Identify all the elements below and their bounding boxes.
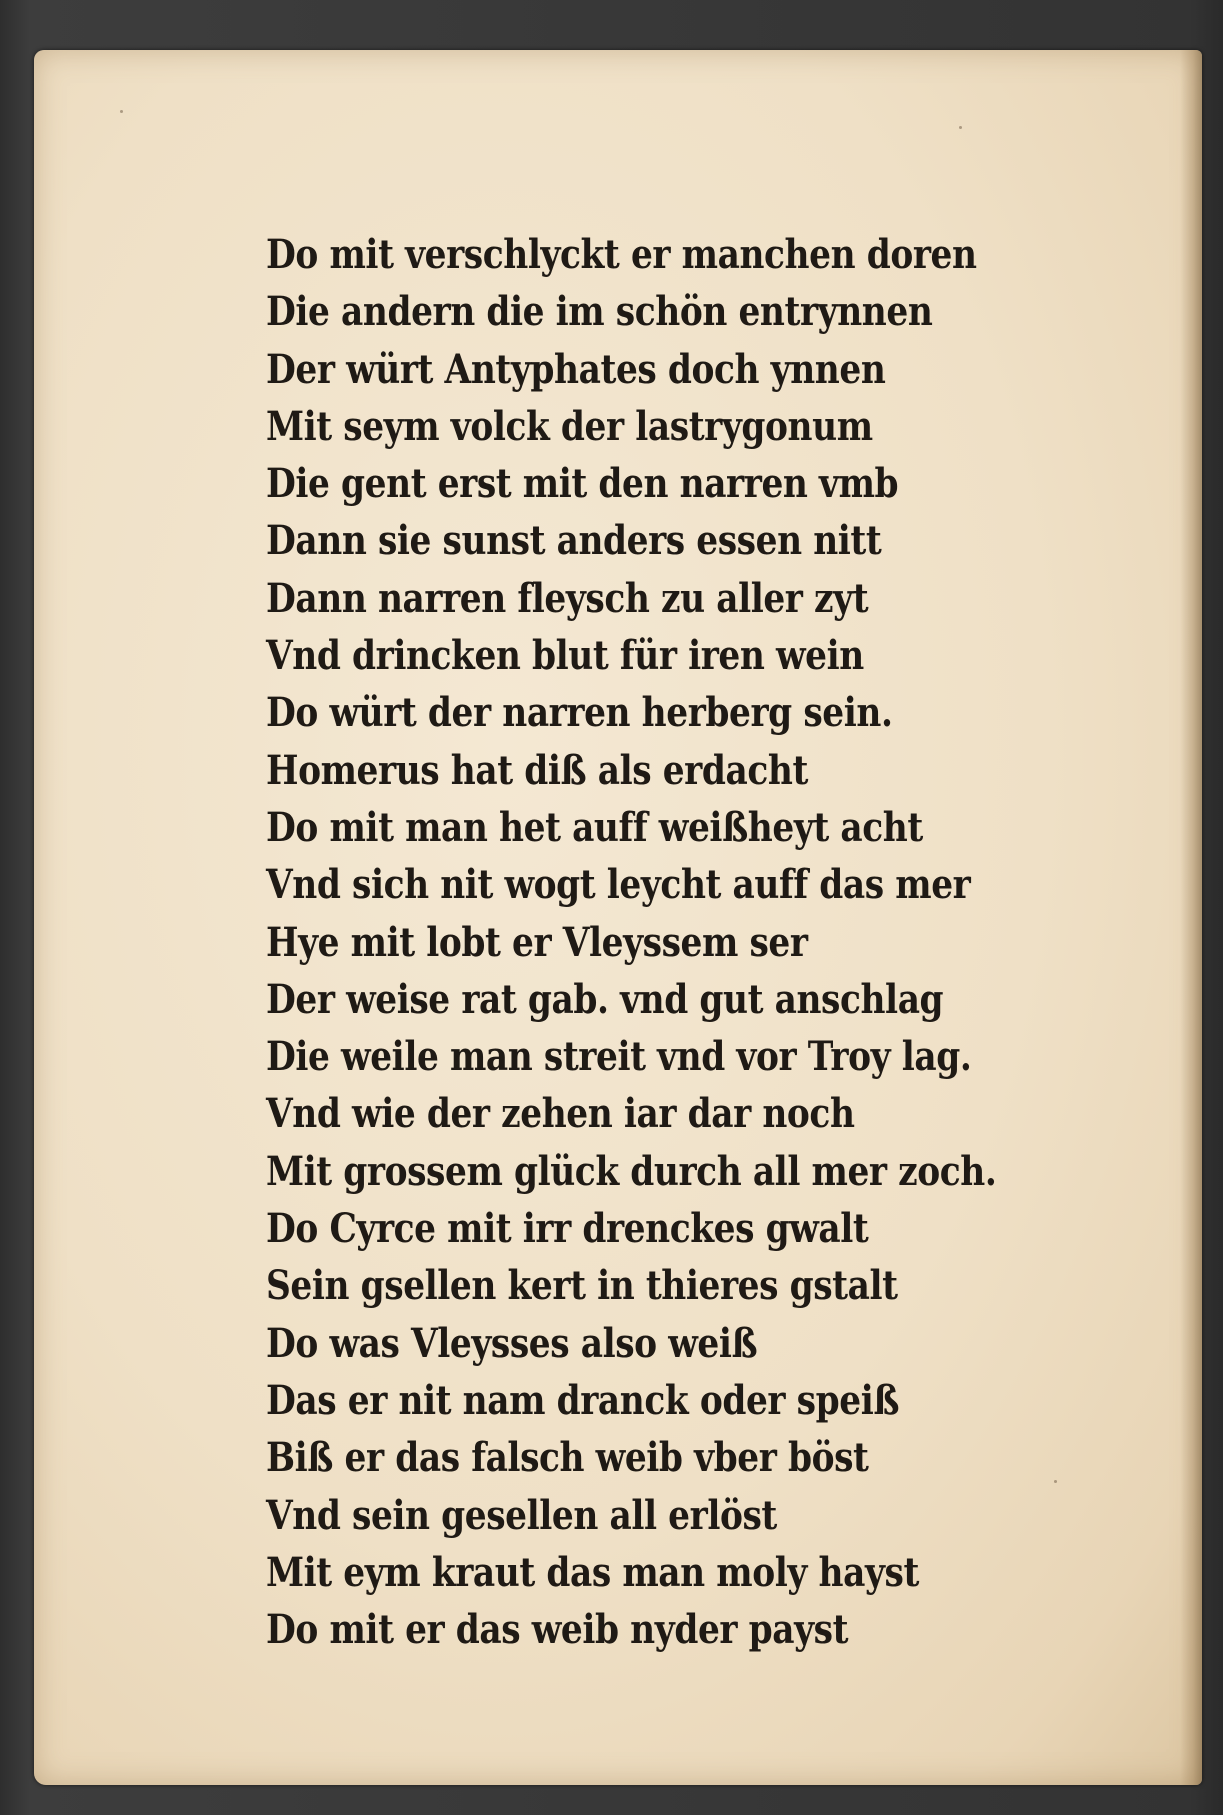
page-gutter: [1180, 50, 1202, 1785]
verse-line: Do mit verschlyckt er manchen doren: [266, 231, 977, 278]
verse-line: Do was Vleysses also weiß: [266, 1319, 758, 1367]
verse-line: Do würt der narren herberg sein.: [266, 689, 893, 737]
verse-line: Mit eym kraut das man moly hayst: [266, 1548, 919, 1596]
verse-line: Sein gsellen kert in thieres gstalt: [266, 1262, 898, 1310]
verse-line: Die weile man streit vnd vor Troy lag.: [266, 1033, 972, 1081]
verse-line: Vnd sich nit wogt leycht auff das mer: [266, 861, 971, 909]
paper-speck: [959, 126, 962, 129]
verse-line: Der würt Antyphates doch ynnen: [266, 345, 886, 393]
verse-line: Die gent erst mit den narren vmb: [266, 460, 899, 508]
verse-line: Hye mit lobt er Vleyssem ser: [266, 918, 808, 966]
verse-line: Mit seym volck der lastrygonum: [266, 402, 873, 450]
verse-line: Vnd wie der zehen iar dar noch: [266, 1090, 855, 1138]
verse-line: Vnd sein gesellen all erlöst: [266, 1491, 777, 1539]
verse-line: Dann sie sunst anders essen nitt: [266, 517, 882, 565]
book-page: [34, 50, 1202, 1785]
verse-line: Homerus hat diß als erdacht: [266, 746, 808, 794]
verse-line: Das er nit nam dranck oder speiß: [266, 1376, 900, 1424]
paper-speck: [120, 110, 123, 113]
verse-line: Do mit man het auff weißheyt acht: [266, 803, 923, 851]
verse-line: Biß er das falsch weib vber böst: [266, 1434, 869, 1482]
verse-text: [266, 226, 1066, 1658]
verse-line: Vnd drincken blut für iren wein: [266, 632, 864, 680]
verse-line: Do Cyrce mit irr drenckes gwalt: [266, 1205, 869, 1253]
verse-line: Die andern die im schön entrynnen: [266, 288, 933, 336]
verse-line: Mit grossem glück durch all mer zoch.: [266, 1147, 997, 1195]
verse-line: Do mit er das weib nyder payst: [266, 1606, 849, 1654]
verse-line: Dann narren fleysch zu aller zyt: [266, 574, 869, 622]
verse-line: Der weise rat gab. vnd gut anschlag: [266, 975, 944, 1023]
